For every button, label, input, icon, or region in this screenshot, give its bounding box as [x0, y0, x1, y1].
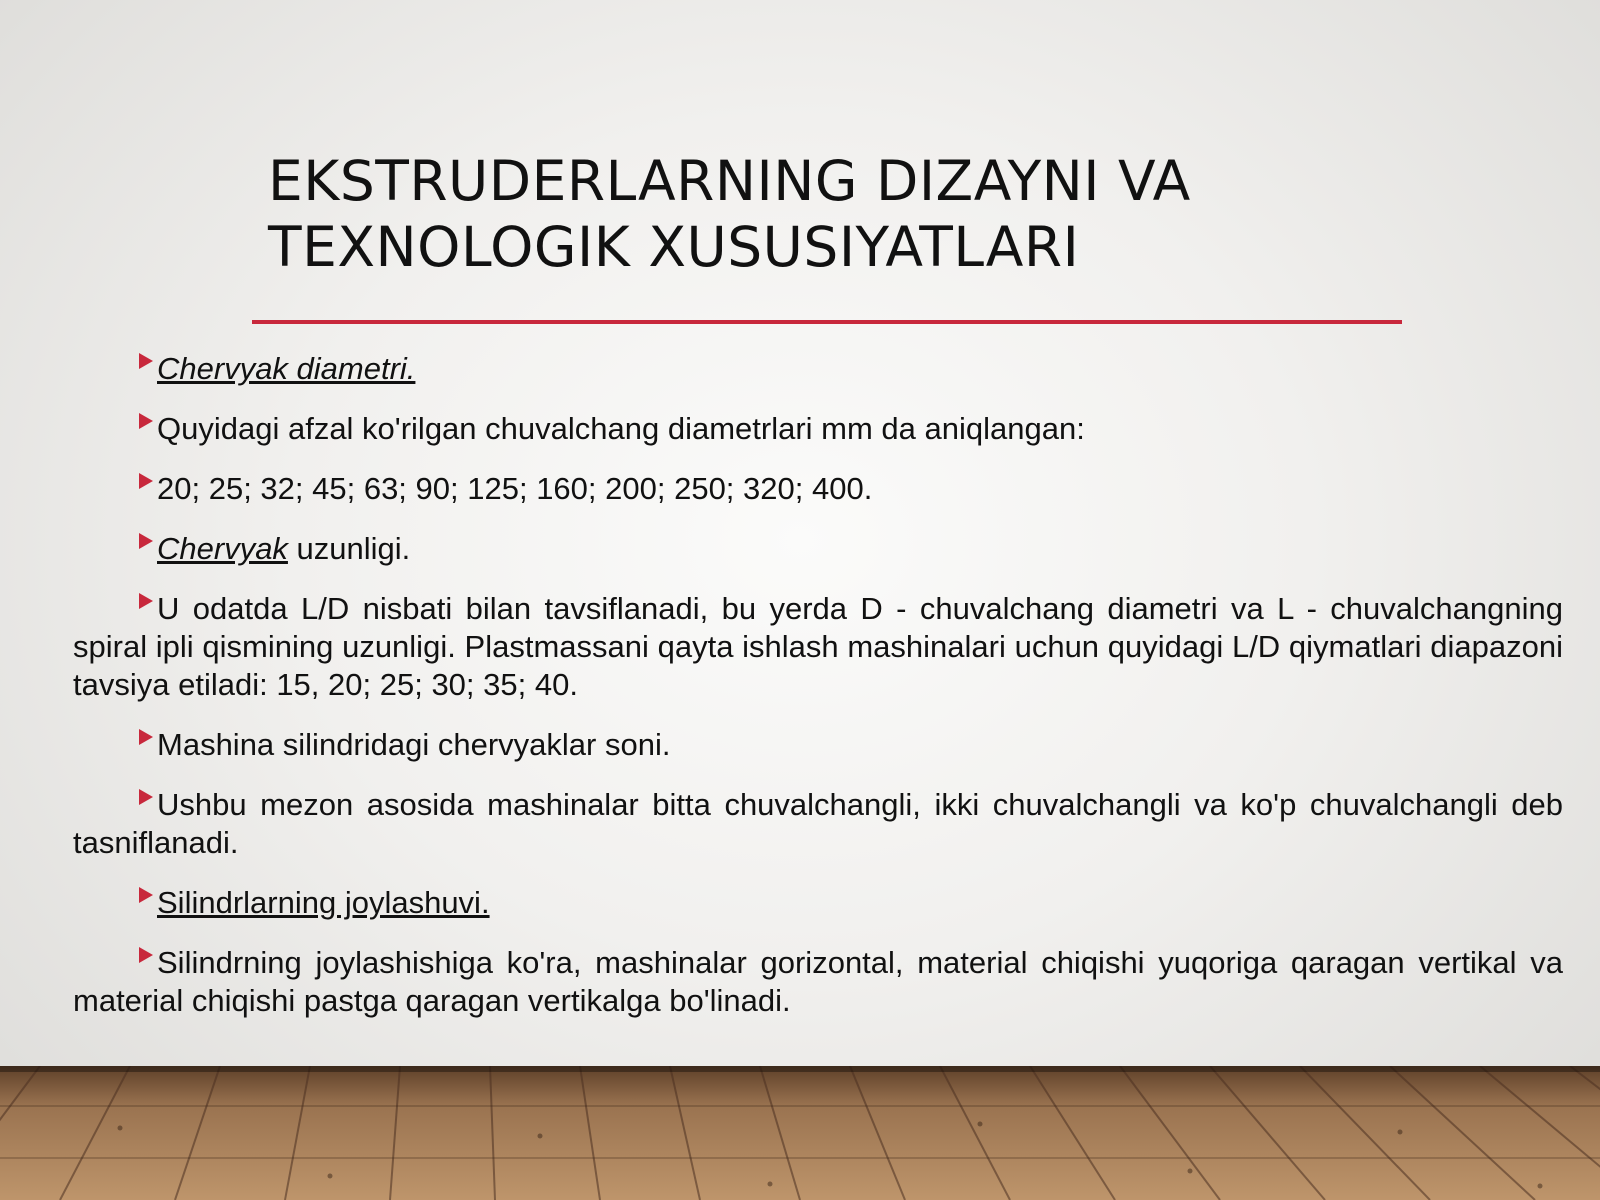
- arrow-bullet-icon: [139, 413, 153, 429]
- paragraph-chervyak-diametri: [73, 350, 1563, 388]
- paragraph-text: 20; 25; 32; 45; 63; 90; 125; 160; 200; 250; 320; 400.: [157, 471, 873, 506]
- subheading-rest: uzunligi.: [287, 531, 411, 566]
- subheading-text: Chervyak diametri.: [157, 351, 416, 386]
- slide-title: [268, 148, 1418, 280]
- paragraph-text: Mashina silindridagi chervyaklar soni.: [157, 727, 671, 762]
- paragraph-text: U odatda L/D nisbati bilan tavsiflanadi, bu yerda D - chuvalchang diametri va L - chuvalchangning spiral ipli qismining uzunligi. Plastmassani qayta ishlash mashinalari uchun quyidagi L/D qiymatlari diapazoni tavsiya etiladi: 15, 20; 25; 30; 35; 40.: [73, 591, 1563, 702]
- subheading-text: Silindrlarning joylashuvi.: [157, 885, 490, 920]
- paragraph-chervyak-uzunligi: [73, 530, 1563, 568]
- paragraph-diameters-intro: [73, 410, 1563, 448]
- paragraph-ld-ratio: [73, 590, 1563, 704]
- paragraph-diameter-values: [73, 470, 1563, 508]
- arrow-bullet-icon: [139, 789, 153, 805]
- arrow-bullet-icon: [139, 473, 153, 489]
- subheading-term: Chervyak: [157, 531, 288, 566]
- arrow-bullet-icon: [139, 593, 153, 609]
- arrow-bullet-icon: [139, 887, 153, 903]
- paragraph-classification: [73, 786, 1563, 862]
- paragraph-text: Silindrning joylashishiga ko'ra, mashinalar gorizontal, material chiqishi yuqoriga qaragan vertikal va material chiqishi pastga qaragan vertikalga bo'linadi.: [73, 945, 1563, 1018]
- paragraph-text: Quyidagi afzal ko'rilgan chuvalchang diametrlari mm da aniqlangan:: [157, 411, 1085, 446]
- arrow-bullet-icon: [139, 947, 153, 963]
- arrow-bullet-icon: [139, 533, 153, 549]
- paragraph-silindrlar-joylashuvi: [73, 884, 1563, 922]
- slide-title-line-1: EKSTRUDERLARNING DIZAYNI VA: [268, 149, 1191, 213]
- arrow-bullet-icon: [139, 729, 153, 745]
- wood-floor-background: [0, 1066, 1600, 1200]
- paragraph-cylinder-orientation: [73, 944, 1563, 1020]
- paragraph-chervyaklar-soni: [73, 726, 1563, 764]
- title-divider: [252, 320, 1402, 324]
- arrow-bullet-icon: [139, 353, 153, 369]
- paragraph-text: Ushbu mezon asosida mashinalar bitta chuvalchangli, ikki chuvalchangli va ko'p chuvalchangli deb tasniflanadi.: [73, 787, 1563, 860]
- slide-title-line-2: TEXNOLOGIK XUSUSIYATLARI: [268, 215, 1080, 279]
- slide-body: [73, 350, 1563, 1042]
